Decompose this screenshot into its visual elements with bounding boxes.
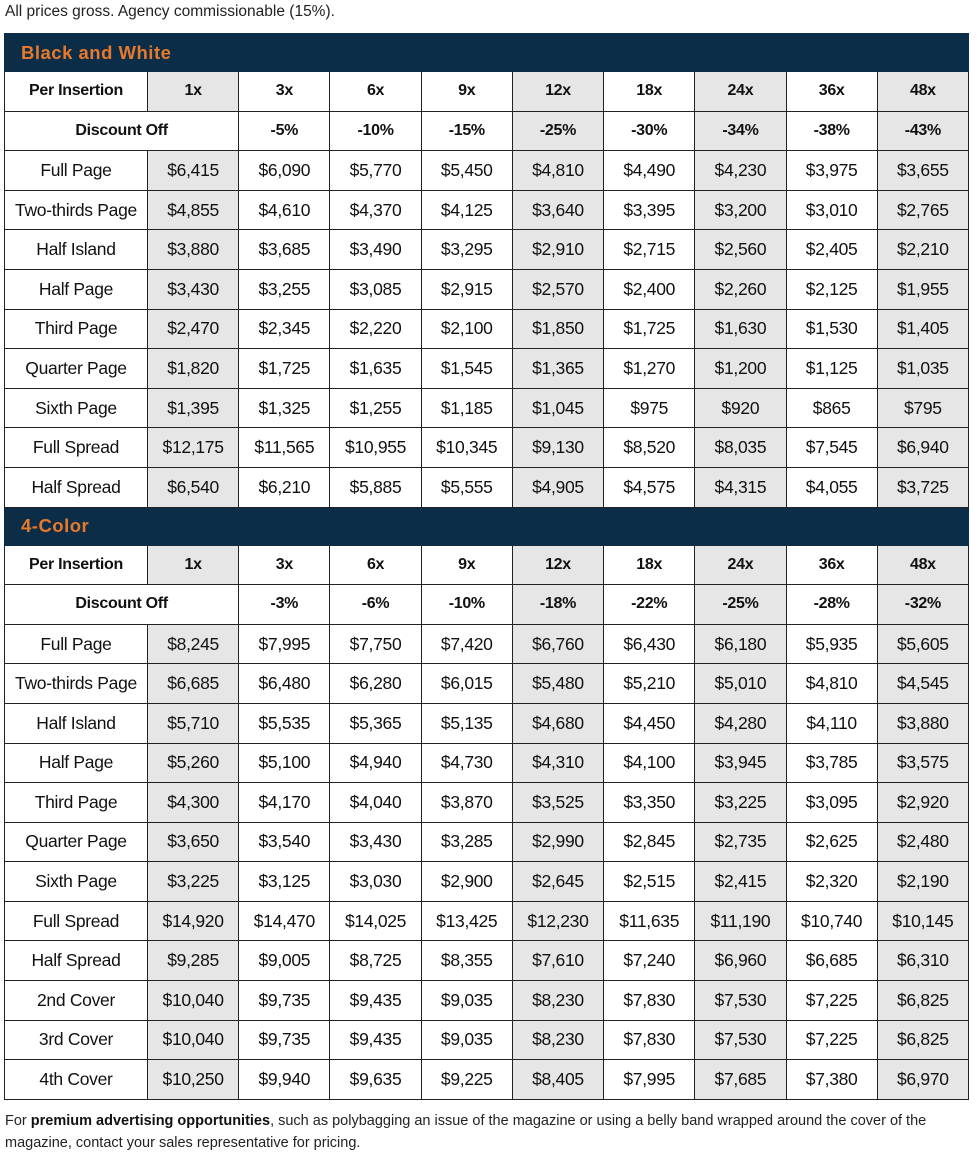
price-cell: $5,770 [330, 151, 421, 191]
table-row [5, 901, 969, 941]
price-cell: $1,200 [695, 349, 786, 389]
price-cell: $5,885 [330, 467, 421, 507]
row-label: Full Spread [5, 901, 148, 941]
price-cell: $4,575 [604, 467, 695, 507]
price-cell: $6,760 [512, 624, 603, 664]
row-label: Half Island [5, 703, 148, 743]
price-cell: $10,250 [148, 1060, 239, 1100]
price-cell: $1,630 [695, 309, 786, 349]
price-cell: $5,450 [421, 151, 512, 191]
table-row [5, 467, 969, 507]
price-cell: $9,435 [330, 1020, 421, 1060]
table-row [5, 941, 969, 981]
discount-value: -5% [239, 111, 330, 151]
column-header: 12x [512, 72, 603, 112]
price-cell: $1,325 [239, 388, 330, 428]
price-cell: $1,405 [877, 309, 968, 349]
price-cell: $1,635 [330, 349, 421, 389]
bottom-note-before: For [5, 1113, 31, 1129]
column-header: 12x [512, 545, 603, 585]
price-cell: $2,415 [695, 862, 786, 902]
price-cell: $6,210 [239, 467, 330, 507]
price-cell: $7,830 [604, 981, 695, 1021]
price-cell: $10,955 [330, 428, 421, 468]
price-cell: $6,430 [604, 624, 695, 664]
discount-label: Discount Off [5, 585, 239, 625]
price-cell: $3,095 [786, 783, 877, 823]
column-header: 1x [148, 545, 239, 585]
price-cell: $6,280 [330, 664, 421, 704]
price-cell: $1,725 [239, 349, 330, 389]
column-header: 24x [695, 72, 786, 112]
price-cell: $4,810 [512, 151, 603, 191]
price-cell: $3,685 [239, 230, 330, 270]
row-label: Sixth Page [5, 862, 148, 902]
table-row [5, 190, 969, 230]
price-cell: $975 [604, 388, 695, 428]
discount-value: -38% [786, 111, 877, 151]
price-cell: $13,425 [421, 901, 512, 941]
top-note: All prices gross. Agency commissionable (15%). [5, 3, 335, 20]
price-cell: $2,625 [786, 822, 877, 862]
price-cell: $2,715 [604, 230, 695, 270]
price-cell: $1,185 [421, 388, 512, 428]
table-row [5, 349, 969, 389]
price-cell: $9,035 [421, 981, 512, 1021]
price-cell: $9,735 [239, 1020, 330, 1060]
price-cell: $6,940 [877, 428, 968, 468]
row-label: Third Page [5, 783, 148, 823]
price-cell: $3,085 [330, 269, 421, 309]
price-cell: $2,405 [786, 230, 877, 270]
column-header: 9x [421, 72, 512, 112]
price-cell: $7,240 [604, 941, 695, 981]
price-cell: $4,370 [330, 190, 421, 230]
discount-label: Discount Off [5, 111, 239, 151]
price-cell: $865 [786, 388, 877, 428]
price-cell: $4,055 [786, 467, 877, 507]
price-cell: $4,810 [786, 664, 877, 704]
price-cell: $10,040 [148, 1020, 239, 1060]
price-cell: $2,125 [786, 269, 877, 309]
table-row [5, 269, 969, 309]
discount-value: -18% [512, 585, 603, 625]
row-label: 4th Cover [5, 1060, 148, 1100]
price-cell: $3,975 [786, 151, 877, 191]
price-cell: $2,560 [695, 230, 786, 270]
price-cell: $2,260 [695, 269, 786, 309]
column-header: 9x [421, 545, 512, 585]
price-cell: $6,970 [877, 1060, 968, 1100]
table-row [5, 428, 969, 468]
discount-row [5, 111, 969, 151]
price-cell: $2,845 [604, 822, 695, 862]
column-header: 3x [239, 545, 330, 585]
price-cell: $5,935 [786, 624, 877, 664]
price-cell: $2,910 [512, 230, 603, 270]
price-cell: $1,270 [604, 349, 695, 389]
price-cell: $1,365 [512, 349, 603, 389]
price-cell: $7,830 [604, 1020, 695, 1060]
price-cell: $4,230 [695, 151, 786, 191]
price-cell: $1,725 [604, 309, 695, 349]
price-cell: $4,125 [421, 190, 512, 230]
price-cell: $10,740 [786, 901, 877, 941]
discount-value: -10% [330, 111, 421, 151]
price-cell: $3,030 [330, 862, 421, 902]
price-cell: $12,230 [512, 901, 603, 941]
row-label: Half Page [5, 743, 148, 783]
price-cell: $2,645 [512, 862, 603, 902]
price-cell: $5,365 [330, 703, 421, 743]
price-cell: $5,210 [604, 664, 695, 704]
price-cell: $9,435 [330, 981, 421, 1021]
discount-value: -22% [604, 585, 695, 625]
price-cell: $14,920 [148, 901, 239, 941]
price-cell: $7,530 [695, 981, 786, 1021]
price-cell: $10,345 [421, 428, 512, 468]
price-cell: $8,520 [604, 428, 695, 468]
price-cell: $7,610 [512, 941, 603, 981]
price-cell: $6,685 [148, 664, 239, 704]
price-cell: $3,430 [330, 822, 421, 862]
price-cell: $8,230 [512, 1020, 603, 1060]
price-cell: $12,175 [148, 428, 239, 468]
price-cell: $8,230 [512, 981, 603, 1021]
price-cell: $6,310 [877, 941, 968, 981]
price-cell: $3,125 [239, 862, 330, 902]
table-row [5, 822, 969, 862]
table-row [5, 664, 969, 704]
discount-value: -25% [695, 585, 786, 625]
price-cell: $5,260 [148, 743, 239, 783]
price-cell: $10,145 [877, 901, 968, 941]
column-header: 48x [877, 72, 968, 112]
column-header: 36x [786, 545, 877, 585]
discount-value: -10% [421, 585, 512, 625]
price-cell: $6,540 [148, 467, 239, 507]
price-cell: $1,035 [877, 349, 968, 389]
price-cell: $3,575 [877, 743, 968, 783]
table-row [5, 1020, 969, 1060]
column-header-row [5, 72, 969, 112]
price-cell: $2,900 [421, 862, 512, 902]
row-label: 3rd Cover [5, 1020, 148, 1060]
price-cell: $4,110 [786, 703, 877, 743]
table-row [5, 743, 969, 783]
price-cell: $9,635 [330, 1060, 421, 1100]
price-cell: $2,570 [512, 269, 603, 309]
price-cell: $3,225 [148, 862, 239, 902]
price-cell: $9,035 [421, 1020, 512, 1060]
price-cell: $3,430 [148, 269, 239, 309]
price-cell: $6,415 [148, 151, 239, 191]
price-cell: $2,480 [877, 822, 968, 862]
price-cell: $3,395 [604, 190, 695, 230]
bottom-note-after: , such as polybagging an issue of the magazine or using a belly band wrapped around the cover of the magazine, contact your sales representative for pricing. [5, 1113, 927, 1151]
discount-value: -3% [239, 585, 330, 625]
column-header: 24x [695, 545, 786, 585]
price-cell: $1,850 [512, 309, 603, 349]
discount-value: -25% [512, 111, 603, 151]
price-cell: $3,225 [695, 783, 786, 823]
price-cell: $3,490 [330, 230, 421, 270]
price-cell: $3,295 [421, 230, 512, 270]
price-cell: $3,640 [512, 190, 603, 230]
price-cell: $2,765 [877, 190, 968, 230]
price-cell: $5,555 [421, 467, 512, 507]
discount-value: -6% [330, 585, 421, 625]
table-row [5, 624, 969, 664]
price-cell: $4,610 [239, 190, 330, 230]
table-row [5, 783, 969, 823]
price-cell: $7,750 [330, 624, 421, 664]
column-header: 6x [330, 72, 421, 112]
price-cell: $4,545 [877, 664, 968, 704]
price-cell: $7,225 [786, 981, 877, 1021]
price-cell: $1,545 [421, 349, 512, 389]
column-header-row [5, 545, 969, 585]
price-cell: $5,010 [695, 664, 786, 704]
price-cell: $6,960 [695, 941, 786, 981]
price-cell: $4,170 [239, 783, 330, 823]
price-cell: $14,470 [239, 901, 330, 941]
column-header: 6x [330, 545, 421, 585]
price-cell: $2,190 [877, 862, 968, 902]
price-cell: $7,420 [421, 624, 512, 664]
discount-value: -28% [786, 585, 877, 625]
row-label: 2nd Cover [5, 981, 148, 1021]
price-cell: $6,180 [695, 624, 786, 664]
price-cell: $1,125 [786, 349, 877, 389]
price-cell: $7,545 [786, 428, 877, 468]
price-cell: $9,940 [239, 1060, 330, 1100]
price-cell: $3,870 [421, 783, 512, 823]
price-cell: $6,480 [239, 664, 330, 704]
price-cell: $5,135 [421, 703, 512, 743]
price-cell: $6,090 [239, 151, 330, 191]
discount-value: -15% [421, 111, 512, 151]
price-cell: $11,190 [695, 901, 786, 941]
per-insertion-label: Per Insertion [5, 545, 148, 585]
price-cell: $4,940 [330, 743, 421, 783]
price-cell: $3,350 [604, 783, 695, 823]
row-label: Half Island [5, 230, 148, 270]
table-row [5, 981, 969, 1021]
table-row [5, 309, 969, 349]
price-cell: $3,880 [877, 703, 968, 743]
price-cell: $4,310 [512, 743, 603, 783]
price-cell: $3,255 [239, 269, 330, 309]
price-cell: $2,920 [877, 783, 968, 823]
price-cell: $5,100 [239, 743, 330, 783]
price-cell: $3,525 [512, 783, 603, 823]
price-cell: $1,255 [330, 388, 421, 428]
price-cell: $6,015 [421, 664, 512, 704]
price-cell: $7,530 [695, 1020, 786, 1060]
price-cell: $8,355 [421, 941, 512, 981]
price-cell: $4,730 [421, 743, 512, 783]
price-cell: $1,395 [148, 388, 239, 428]
table-row [5, 862, 969, 902]
price-cell: $6,685 [786, 941, 877, 981]
discount-value: -43% [877, 111, 968, 151]
section-header [5, 34, 969, 72]
price-cell: $11,565 [239, 428, 330, 468]
price-cell: $4,490 [604, 151, 695, 191]
row-label: Half Spread [5, 467, 148, 507]
table-row [5, 703, 969, 743]
price-cell: $4,100 [604, 743, 695, 783]
price-cell: $5,605 [877, 624, 968, 664]
price-cell: $4,040 [330, 783, 421, 823]
row-label: Quarter Page [5, 822, 148, 862]
price-cell: $1,955 [877, 269, 968, 309]
row-label: Full Page [5, 151, 148, 191]
section-title: 4-Color [5, 507, 969, 545]
price-cell: $8,245 [148, 624, 239, 664]
price-cell: $2,915 [421, 269, 512, 309]
price-cell: $8,725 [330, 941, 421, 981]
price-cell: $3,945 [695, 743, 786, 783]
row-label: Two-thirds Page [5, 190, 148, 230]
row-label: Third Page [5, 309, 148, 349]
row-label: Quarter Page [5, 349, 148, 389]
section-title: Black and White [5, 34, 969, 72]
price-cell: $6,825 [877, 1020, 968, 1060]
row-label: Half Spread [5, 941, 148, 981]
price-cell: $1,045 [512, 388, 603, 428]
price-cell: $14,025 [330, 901, 421, 941]
price-cell: $4,450 [604, 703, 695, 743]
price-cell: $3,285 [421, 822, 512, 862]
price-cell: $2,210 [877, 230, 968, 270]
price-cell: $3,540 [239, 822, 330, 862]
price-cell: $7,225 [786, 1020, 877, 1060]
price-cell: $1,530 [786, 309, 877, 349]
price-cell: $9,225 [421, 1060, 512, 1100]
price-cell: $3,200 [695, 190, 786, 230]
price-cell: $4,905 [512, 467, 603, 507]
row-label: Full Spread [5, 428, 148, 468]
rate-table [4, 33, 969, 1100]
price-cell: $4,855 [148, 190, 239, 230]
row-label: Two-thirds Page [5, 664, 148, 704]
price-cell: $3,785 [786, 743, 877, 783]
price-cell: $920 [695, 388, 786, 428]
price-cell: $10,040 [148, 981, 239, 1021]
price-cell: $3,725 [877, 467, 968, 507]
price-cell: $4,315 [695, 467, 786, 507]
price-cell: $2,470 [148, 309, 239, 349]
price-cell: $795 [877, 388, 968, 428]
price-cell: $4,300 [148, 783, 239, 823]
price-cell: $9,130 [512, 428, 603, 468]
row-label: Sixth Page [5, 388, 148, 428]
price-cell: $9,735 [239, 981, 330, 1021]
discount-row [5, 585, 969, 625]
price-cell: $2,100 [421, 309, 512, 349]
price-cell: $4,280 [695, 703, 786, 743]
table-row [5, 1060, 969, 1100]
discount-value: -32% [877, 585, 968, 625]
price-cell: $7,380 [786, 1060, 877, 1100]
bottom-note [5, 1110, 965, 1154]
column-header: 18x [604, 545, 695, 585]
price-cell: $2,400 [604, 269, 695, 309]
table-row [5, 151, 969, 191]
table-row [5, 230, 969, 270]
price-cell: $5,535 [239, 703, 330, 743]
per-insertion-label: Per Insertion [5, 72, 148, 112]
section-header [5, 507, 969, 545]
price-cell: $2,345 [239, 309, 330, 349]
column-header: 48x [877, 545, 968, 585]
price-cell: $3,650 [148, 822, 239, 862]
row-label: Full Page [5, 624, 148, 664]
column-header: 1x [148, 72, 239, 112]
price-cell: $2,320 [786, 862, 877, 902]
price-cell: $8,035 [695, 428, 786, 468]
price-cell: $6,825 [877, 981, 968, 1021]
discount-value: -34% [695, 111, 786, 151]
price-cell: $7,685 [695, 1060, 786, 1100]
column-header: 36x [786, 72, 877, 112]
price-cell: $5,710 [148, 703, 239, 743]
discount-value: -30% [604, 111, 695, 151]
column-header: 3x [239, 72, 330, 112]
price-cell: $5,480 [512, 664, 603, 704]
price-cell: $8,405 [512, 1060, 603, 1100]
price-cell: $3,655 [877, 151, 968, 191]
price-cell: $2,515 [604, 862, 695, 902]
price-cell: $4,680 [512, 703, 603, 743]
column-header: 18x [604, 72, 695, 112]
price-cell: $2,220 [330, 309, 421, 349]
price-cell: $3,880 [148, 230, 239, 270]
table-row [5, 388, 969, 428]
price-cell: $2,735 [695, 822, 786, 862]
price-cell: $9,005 [239, 941, 330, 981]
row-label: Half Page [5, 269, 148, 309]
price-cell: $7,995 [239, 624, 330, 664]
price-cell: $3,010 [786, 190, 877, 230]
price-cell: $2,990 [512, 822, 603, 862]
price-cell: $11,635 [604, 901, 695, 941]
price-cell: $9,285 [148, 941, 239, 981]
price-cell: $1,820 [148, 349, 239, 389]
price-cell: $7,995 [604, 1060, 695, 1100]
bottom-note-bold: premium advertising opportunities [30, 1113, 271, 1129]
